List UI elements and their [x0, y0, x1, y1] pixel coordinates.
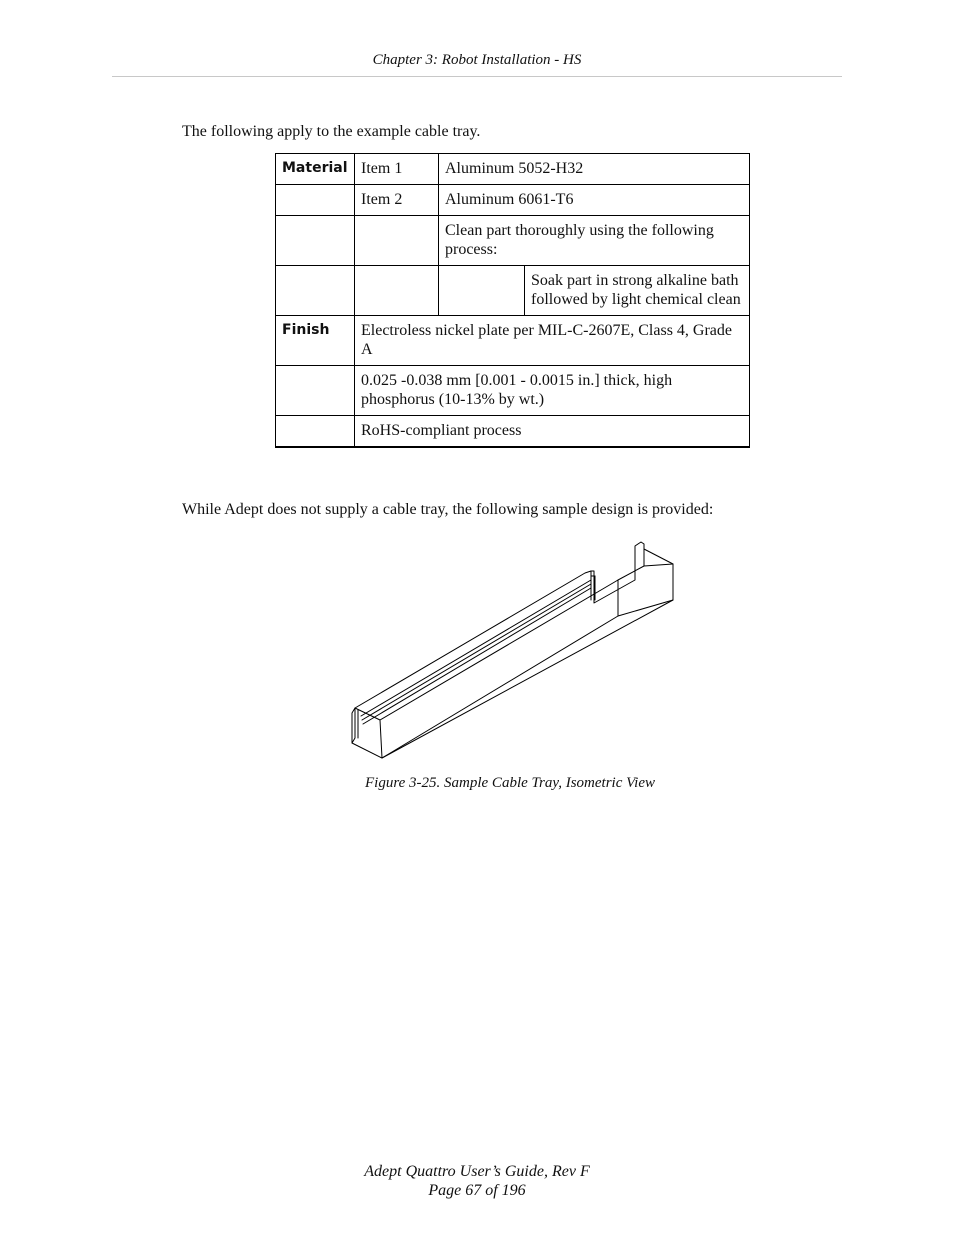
table-cell: [276, 366, 355, 416]
table-cell: Aluminum 5052-H32: [439, 154, 750, 185]
page-footer: [0, 1162, 954, 1200]
design-paragraph: While Adept does not supply a cable tray, the following sample design is provided:: [182, 501, 714, 518]
table-cell: Clean part thoroughly using the following process:: [439, 216, 750, 266]
figure-caption: Figure 3-25. Sample Cable Tray, Isometric View: [365, 775, 655, 791]
table-cell: [355, 266, 439, 316]
table-cell: Item 2: [355, 185, 439, 216]
table-cell: [439, 266, 525, 316]
table-cell: 0.025 -0.038 mm [0.001 - 0.0015 in.] thick, high phosphorus (10-13% by wt.): [355, 366, 750, 416]
table-row: [276, 266, 750, 316]
table-row: [276, 316, 750, 366]
table-cell: Soak part in strong alkaline bath followed by light chemical clean: [525, 266, 750, 316]
table-row: [276, 416, 750, 448]
table-row: [276, 154, 750, 185]
table-cell: [276, 185, 355, 216]
table-cell: [276, 216, 355, 266]
header-divider: [112, 76, 842, 77]
material-label: Material: [276, 154, 355, 185]
footer-guide-title: Adept Quattro User’s Guide, Rev F: [364, 1163, 590, 1180]
table-cell: RoHS-compliant process: [355, 416, 750, 448]
finish-label: Finish: [276, 316, 355, 366]
table-row: [276, 216, 750, 266]
table-cell: [355, 216, 439, 266]
table-cell: Aluminum 6061-T6: [439, 185, 750, 216]
table-cell: [276, 266, 355, 316]
intro-paragraph: The following apply to the example cable tray.: [182, 123, 481, 140]
running-header: Chapter 3: Robot Installation - HS: [372, 52, 582, 68]
table-cell: Item 1: [355, 154, 439, 185]
table-row: [276, 366, 750, 416]
table-cell: Electroless nickel plate per MIL-C-2607E, Class 4, Grade A: [355, 316, 750, 366]
table-row: [276, 185, 750, 216]
footer-page-number: Page 67 of 196: [428, 1182, 526, 1199]
cable-tray-drawing: [345, 538, 680, 763]
material-finish-table: [275, 153, 750, 448]
table-cell: [276, 416, 355, 448]
